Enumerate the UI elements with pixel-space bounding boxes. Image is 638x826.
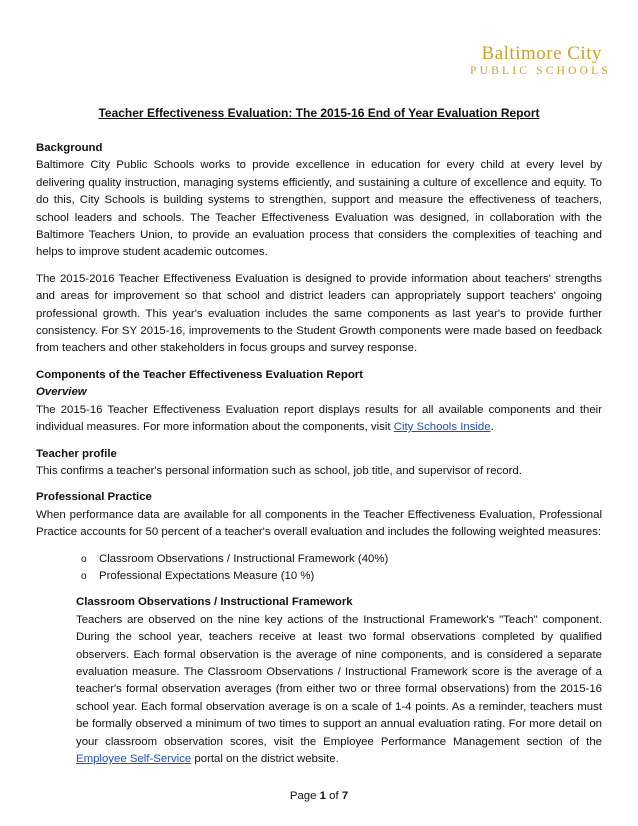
classroom-observations-section <box>76 594 602 768</box>
page-number: 1 <box>319 790 326 802</box>
overview-text: The 2015-16 Teacher Effectiveness Evaluation report displays results for all available components and their individual measures. For more information about the components, visit <box>36 403 602 434</box>
logo-line-1: Baltimore City <box>481 43 602 64</box>
page-word: Page <box>289 790 320 802</box>
district-logo <box>470 43 611 78</box>
overview-paragraph <box>36 402 602 437</box>
professional-practice-heading: Professional Practice <box>36 491 152 504</box>
list-item: o Classroom Observations / Instructional Framework (40%) <box>81 551 602 568</box>
city-schools-inside-link[interactable]: City Schools Inside <box>393 421 491 434</box>
page-total: 7 <box>341 790 349 802</box>
list-item: o Professional Expectations Measure (10 %) <box>81 568 602 585</box>
background-paragraph-1: Baltimore City Public Schools works to provide excellence in education for every child at every level by delivering quality instruction, managing systems efficiently, and sustaining a culture of excellence and equity. To do this, City Schools is building systems to strengthen, support and measure the effectiveness of teachers, school leaders and schools. The Teacher Effectiveness Evaluation was designed, in collaboration with the Baltimore Teachers Union, to provide an evaluation process that considers the complexities of teaching and helps to improve student academic outcomes. <box>36 159 602 259</box>
overview-label: Overview <box>36 386 87 399</box>
document-title: Teacher Effectiveness Evaluation: The 2015-16 End of Year Evaluation Report <box>98 106 540 120</box>
teacher-profile-text: This confirms a teacher's personal information such as school, job title, and supervisor of record. <box>36 464 522 477</box>
classroom-observations-heading: Classroom Observations / Instructional Framework <box>76 596 353 609</box>
classroom-observations-paragraph <box>76 612 602 769</box>
page-footer <box>0 790 638 802</box>
professional-practice-text: When performance data are available for all components in the Teacher Effectiveness Evaluation, Professional Practice accounts for 50 percent of a teacher's overall evaluation and includes the following weighted measures: <box>36 508 602 539</box>
components-heading: Components of the Teacher Effectiveness Evaluation Report <box>36 368 364 381</box>
logo-line-2: PUBLIC SCHOOLS <box>470 65 611 77</box>
overview-end: . <box>490 421 494 434</box>
weighted-measures-list <box>36 551 602 586</box>
teacher-profile-heading: Teacher profile <box>36 447 117 460</box>
classroom-observations-end: portal on the district website. <box>191 753 339 765</box>
of-word: of <box>325 790 342 802</box>
classroom-observations-text: Teachers are observed on the nine key actions of the Instructional Framework's "Teach" component. During the school year, teachers receive at least two formal observations completed by qualified observers. Each formal observation is the average of nine components, and is considered a separate evaluation measure. The Classroom Observations / Instructional Framework score is the average of a teacher's formal observation averages (from either two or three formal observations) from the 2015-16 school year. Each formal observation average is on a scale of 1-4 points. As a reminder, teachers must be formally observed a minimum of two times to support an annual evaluation rating. For more detail on your classroom observation scores, visit the Employee Performance Management section of the <box>76 613 602 748</box>
background-heading: Background <box>36 142 103 154</box>
employee-self-service-link[interactable]: Employee Self-Service <box>76 753 192 765</box>
document-body <box>36 140 602 768</box>
background-paragraph-2: The 2015-2016 Teacher Effectiveness Evaluation is designed to provide information about teachers' strengths and areas for improvement so that school and district leaders can appropriately support teachers' ongoing professional growth. This year's evaluation includes the same components as last year's to provide further consistency. For SY 2015-16, improvements to the Student Growth components were made based on feedback from teachers and other stakeholders in focus groups and survey response. <box>36 272 602 355</box>
